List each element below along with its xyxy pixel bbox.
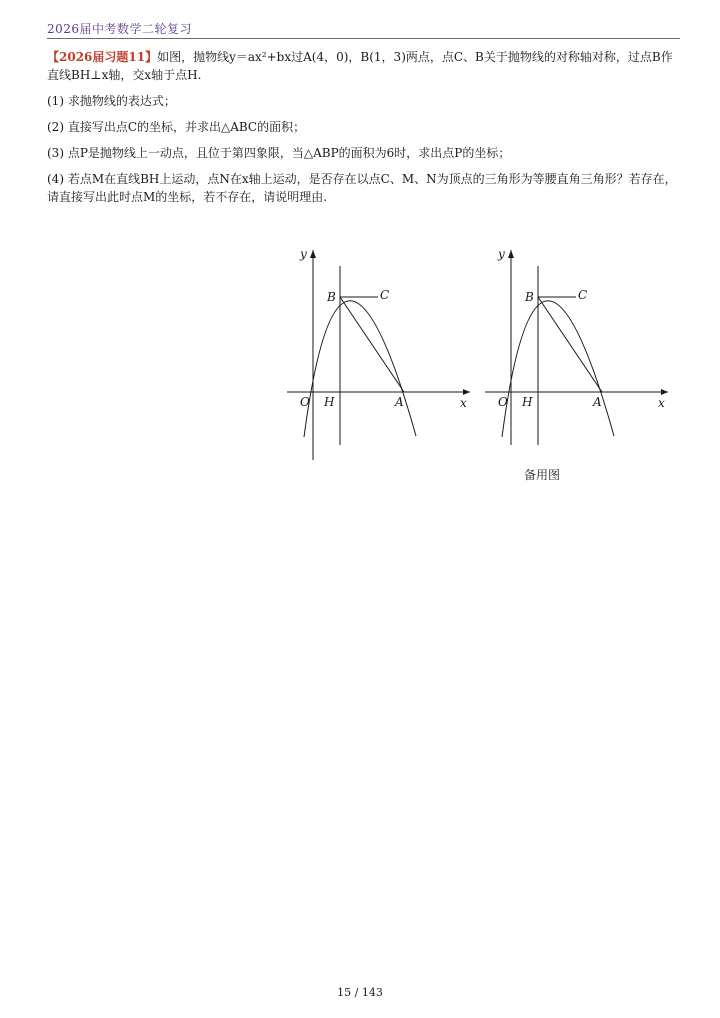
x-axis-arrow — [463, 389, 470, 395]
x-axis-arrow — [661, 389, 668, 395]
y-axis-arrow — [508, 250, 514, 258]
label-c: C — [380, 288, 390, 302]
label-x: x — [460, 396, 467, 410]
question-4: (4) 若点M在直线BH上运动，点N在x轴上运动，是否存在以点C、M、N为顶点的三角形为等腰直角三角形？若存在，请直接写出此时点M的坐标，若不存在，请说明理由. — [47, 172, 677, 204]
question-2: (2) 直接写出点C的坐标，并求出△ABC的面积； — [47, 120, 306, 134]
segment-ba — [538, 297, 602, 392]
label-b: B — [525, 290, 534, 304]
label-a: A — [395, 395, 404, 409]
label-b: B — [327, 290, 336, 304]
question-3: (3) 点P是抛物线上一动点，且位于第四象限，当△ABP的面积为6时，求出点P的坐标； — [47, 146, 511, 160]
problem-tag: 【2026届习题11】 — [47, 50, 158, 64]
y-axis-arrow — [310, 250, 316, 258]
label-h: H — [324, 395, 335, 409]
label-y: y — [498, 247, 505, 261]
problem-intro — [47, 48, 680, 84]
parabola-figure-main — [282, 240, 472, 465]
label-x: x — [658, 396, 665, 410]
label-h: H — [522, 395, 533, 409]
label-o: O — [300, 395, 310, 409]
page-header — [47, 18, 680, 39]
figures-area — [282, 240, 682, 490]
parabola-curve — [502, 301, 614, 437]
problem-intro-text: 如图，抛物线y＝ax²+bx过A(4，0)，B(1，3)两点，点C、B关于抛物线的对称轴对称，过点B作直线BH⊥x轴，交x轴于点H. — [47, 50, 673, 82]
parabola-curve — [304, 301, 416, 437]
parabola-figure-spare — [480, 240, 670, 465]
problem-content — [47, 48, 680, 214]
spare-figure-caption: 备用图 — [524, 468, 561, 482]
header-title: 2026届中考数学二轮复习 — [47, 22, 193, 36]
label-a: A — [593, 395, 602, 409]
question-1: (1) 求抛物线的表达式； — [47, 94, 176, 108]
label-y: y — [300, 247, 307, 261]
segment-ba — [340, 297, 404, 392]
label-c: C — [578, 288, 588, 302]
label-o: O — [498, 395, 508, 409]
page-number: 15 / 143 — [337, 986, 383, 999]
